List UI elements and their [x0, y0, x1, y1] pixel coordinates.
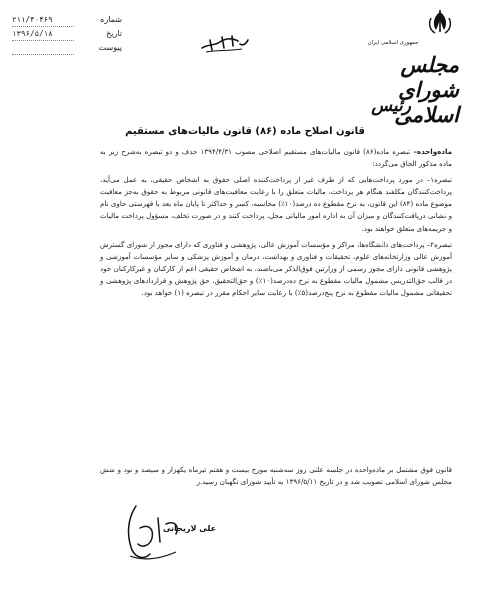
institution-name: مجلس شورای اسلامی — [394, 52, 459, 127]
paragraph-intro-text: تبصره ماده(۸۶) قانون مالیات‌های مستقیم اصلاحی مصوب ۱۳۹۴/۴/۳۱ حذف و دو تبصره به‌شرح زیر به ماده مذکور الحاق می‌گردد: — [100, 147, 452, 169]
letter-date-label: تاریخ — [106, 29, 122, 38]
document-title: قانون اصلاح ماده (۸۶) قانون مالیات‌های مستقیم — [125, 126, 365, 137]
paragraph-note-1: تبصره۱– در مورد پرداخت‌هایی که از طرف غیر از پرداخت‌کننده اصلی حقوق به اشخاص حقیقی، به عمل می‌آید، پرداخت‌کنندگان مکلفند هنگام هر پرداخت، مالیات متعلق را با رعایت معافیت‌های قانونی مربوط به حقوق به‌جز معافیت موضوع ماده (۸۴) این قانون، به نرخ مقطوع ده درصد(۱۰٪) محاسبه، کسر و حداکثر تا پایان ماه بعد با فهرستی حاوی نام و نشانی دریافت‌کنندگان و میزان آن به اداره امور مالیاتی محل، پرداخت کنند و در صورت تخلف، مسؤول پرداخت مالیات و جریمه‌های متعلق خواهند بود. — [100, 175, 452, 233]
letter-number-value: ۲۱۱/۴۰۴۶۹ — [12, 14, 74, 27]
republic-name: جمهوری اسلامی ایران — [367, 40, 419, 46]
article-lead: ماده‌واحده– — [413, 147, 452, 156]
closing-statement — [100, 464, 452, 488]
office-title: رئیس — [371, 96, 411, 116]
paragraph-intro — [100, 146, 452, 170]
paragraph-note-2: تبصره۲– پرداخت‌های دانشگاه‌ها، مراکز و مؤسسات آموزش عالی، پژوهشی و فناوری که دارای مجوز از شورای گسترش آموزش عالی وزارتخانه‌های علوم، تحقیقات و فناوری و بهداشت، درمان و آموزش پزشکی و سایر مؤسسات آموزشی و پژوهشی قانونی دارای مجوز رسمی از وزارتین فوق‌الذکر می‌باشند، به اشخاص حقیقی اعم از کارکنان و غیرکارکنان خود در قالب حق‌التدریس مشمول مالیات مقطوع به نرخ ده‌درصد(۱۰٪) و حق‌التحقیق، حق پژوهش و قراردادهای پژوهشی و تحقیقاتی مشمول مالیات مقطوع به نرخ پنج‌درصد(۵٪) با رعایت سایر احکام مقرر در تبصره (۱) خواهد بود. — [100, 239, 452, 298]
letter-attachment-value — [12, 42, 74, 55]
letter-attachment-row — [12, 42, 122, 56]
letter-date-row — [12, 28, 122, 42]
letter-meta — [12, 14, 122, 56]
letter-number-label: شماره — [100, 15, 122, 24]
signer-name: علی لاریجانی — [163, 524, 217, 533]
letter-date-value: ۱۳۹۶/۵/۱۸ — [12, 28, 74, 41]
letter-number-row — [12, 14, 122, 28]
letter-attachment-label: پیوست — [98, 43, 122, 52]
document-body — [100, 146, 452, 303]
closing-paragraph: قانون فوق مشتمل بر ماده‌واحده در جلسه علنی روز سه‌شنبه مورخ بیست و هفتم تیرماه یکهزار و سیصد و نود و شش مجلس شورای اسلامی تصویب شد و در تاریخ ۱۳۹۶/۵/۱۱ به تأیید شورای نگهبان رسید.ر — [100, 465, 452, 487]
bismillah-calligraphy — [198, 32, 250, 54]
institution-header — [336, 8, 471, 126]
